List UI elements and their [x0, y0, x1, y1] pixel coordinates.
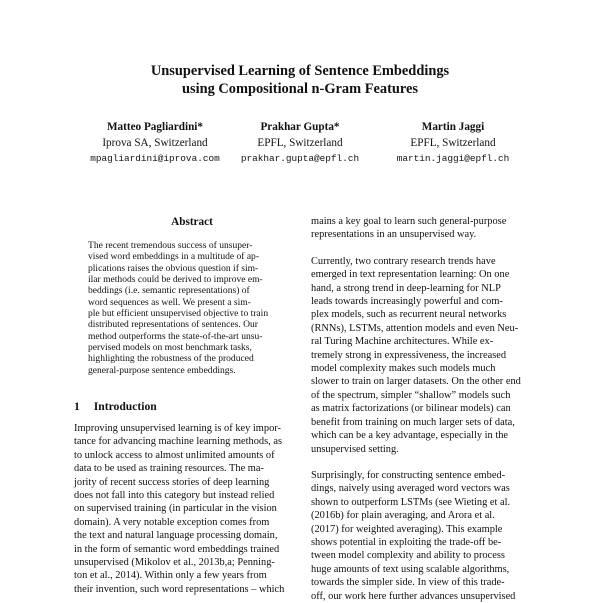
section-title: Introduction [93, 400, 157, 413]
body-line: mains a key goal to learn such general-purpose [311, 216, 507, 227]
body-line: emerged in text representation learning: On one [311, 269, 510, 281]
body-line: unsupervised (Mikolov et al., 2013b,a; Penning- [74, 557, 275, 569]
body-line: plex models, such as recurrent neural networks [311, 309, 507, 321]
body-line: model complexity makes such models much [311, 363, 496, 375]
body-line: which can be a key advantage, especially in the [311, 430, 509, 442]
body-line: as matrix factorizations (or bilinear models) can [311, 403, 511, 415]
abstract-line: general-purpose sentence embeddings. [88, 364, 236, 376]
body-line: of the spectrum, simpler “shallow” models such [311, 389, 511, 401]
body-line: data to be used as training resources. The ma- [74, 463, 264, 475]
body-line: (2017) for weighted averaging). This example [311, 523, 503, 535]
abstract-line: pervised models on most benchmark tasks, [88, 342, 252, 354]
body-line: ral Turing Machine architectures. While ex- [311, 336, 494, 348]
body-line: jority of recent success stories of deep learning [74, 476, 270, 488]
body-line: Surprisingly, for constructing sentence embed- [311, 469, 506, 481]
body-line: the text and natural language processing domain, [74, 530, 278, 542]
body-line: off, our work here further advances unsupervised [311, 590, 516, 602]
body-line: ton et al., 2014). Within only a few years from [74, 570, 267, 582]
body-line: does not fall into this category but instead relied [74, 490, 275, 502]
author-email: mpagliardini@iprova.com [90, 153, 220, 164]
title-line: using Compositional n-Gram Features [182, 81, 418, 97]
author-email: martin.jaggi@epfl.ch [396, 153, 510, 164]
body-line: to unlock access to almost unlimited amounts of [74, 449, 275, 461]
body-line: shows potential in exploiting the trade-off be- [311, 536, 502, 548]
body-line: (RNNs), LSTMs, attention models and even Neu- [311, 322, 519, 334]
abstract-line: beddings (i.e. semantic representations) of [88, 285, 250, 297]
abstract-line: ilar methods could be derived to improve em- [88, 274, 263, 286]
author-name: Prakhar Gupta* [260, 121, 340, 133]
paper-title [0, 62, 600, 98]
body-line: domain). A very notable exception comes from [74, 516, 270, 528]
section-heading [74, 400, 157, 413]
body-line: Improving unsupervised learning is of key impor- [74, 423, 281, 434]
abstract-line: method outperforms the state-of-the-art unsu- [88, 330, 263, 342]
title-line: Unsupervised Learning of Sentence Embeddings [150, 63, 450, 79]
section-number: 1 [74, 400, 80, 413]
abstract-heading: Abstract [171, 216, 213, 228]
author-affiliation: Iprova SA, Switzerland [102, 136, 208, 149]
body-line: towards the simpler side. In view of this trade- [311, 577, 505, 589]
body-line: huge amounts of text using scalable algorithms, [311, 563, 510, 575]
body-line: on supervised training (in particular in the vision [74, 503, 277, 515]
body-line: leads towards increasingly powerful and com- [311, 296, 503, 308]
abstract-line: highlighting the robustness of the produced [88, 353, 254, 365]
author-affiliation: EPFL, Switzerland [410, 136, 496, 149]
body-line: Currently, two contrary research trends have [311, 255, 496, 267]
intro-left-column [74, 422, 300, 596]
author-name: Matteo Pagliardini* [106, 121, 203, 133]
body-line: (2016b) for plain averaging, and Arora et al. [311, 510, 495, 522]
abstract-line: plications raises the obvious question if sim- [88, 262, 259, 274]
body-line: representations in an unsupervised way. [311, 229, 477, 241]
body-line: unsupervised setting. [311, 443, 399, 455]
abstract-body [88, 240, 294, 376]
body-line: hand, a strong trend in deep-learning for NLP [311, 282, 501, 294]
abstract-line: word sequences as well. We present a sim- [88, 296, 251, 308]
body-line: slower to train on larger datasets. On the other end [311, 376, 521, 388]
abstract-line: distributed representations of sentences. Our [88, 319, 258, 331]
author-affiliation: EPFL, Switzerland [257, 136, 343, 149]
body-line: dings, naively using averaged word vectors was [311, 483, 510, 495]
author-name: Martin Jaggi [421, 121, 485, 133]
abstract-line: vised word embeddings in a multitude of ap- [88, 251, 260, 263]
body-line: tween model complexity and ability to process [311, 550, 505, 562]
author-email: prakhar.gupta@epfl.ch [240, 153, 360, 164]
body-line: tance for advancing machine learning methods, as [74, 436, 283, 448]
intro-right-column [311, 215, 536, 603]
abstract-line: The recent tremendous success of unsuper- [88, 240, 253, 251]
body-line: their invention, such word representations – which [74, 583, 285, 595]
body-line: in the form of semantic word embeddings trained [74, 543, 280, 555]
body-line: shown to outperform LSTMs (see Wieting et al. [311, 496, 511, 508]
body-line: benefit from training on much larger sets of data, [311, 416, 515, 428]
body-line: tremely strong in expressiveness, the increased [311, 349, 507, 361]
abstract-line: ple but efficient unsupervised objective to train [88, 308, 269, 320]
author-block [358, 120, 548, 167]
